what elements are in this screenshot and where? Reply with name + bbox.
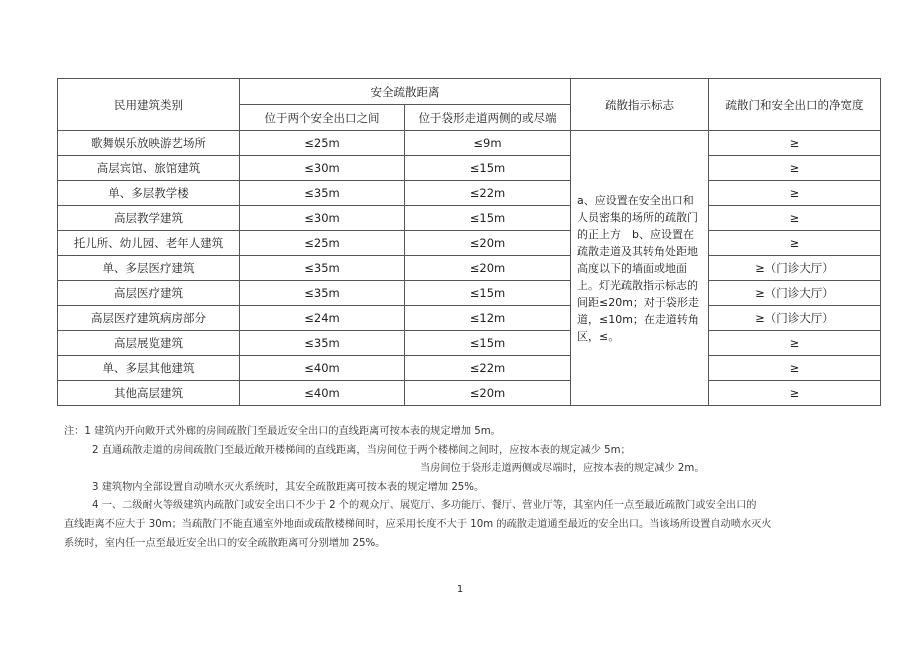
row-between: ≤35m	[240, 281, 405, 306]
row-width: ≥	[709, 206, 881, 231]
row-category: 其他高层建筑	[58, 381, 240, 406]
row-between: ≤35m	[240, 181, 405, 206]
row-width: ≥	[709, 356, 881, 381]
row-between: ≤25m	[240, 231, 405, 256]
row-category: 高层宾馆、旅馆建筑	[58, 156, 240, 181]
row-between: ≤24m	[240, 306, 405, 331]
sign-description: a、应设置在安全出口和人员密集的场所的疏散门的正上方 b、应设置在疏散走道及其转角处距地高度以下的墙面或地面上。灯光疏散指示标志的间距≤20m；对于袋形走道，≤10m；在走道转角区，≤。	[571, 131, 709, 406]
row-between: ≤35m	[240, 331, 405, 356]
row-bag: ≤20m	[405, 256, 571, 281]
row-category: 高层医疗建筑	[58, 281, 240, 306]
table-row	[58, 231, 881, 256]
row-bag: ≤15m	[405, 331, 571, 356]
row-category: 高层教学建筑	[58, 206, 240, 231]
row-category: 歌舞娱乐放映游艺场所	[58, 131, 240, 156]
note-2: 2 直通疏散走道的房间疏散门至最近敞开楼梯间的直线距离，当房间位于两个楼梯间之间时，应按本表的规定减少 5m；	[92, 444, 631, 456]
note-1: 注：1 建筑内开向敞开式外廊的房间疏散门至最近安全出口的直线距离可按本表的规定增加 5m。	[64, 426, 501, 437]
row-category: 高层医疗建筑病房部分	[58, 306, 240, 331]
row-width: ≥	[709, 331, 881, 356]
row-bag: ≤22m	[405, 356, 571, 381]
row-width: ≥	[709, 181, 881, 206]
row-bag: ≤22m	[405, 181, 571, 206]
row-width: ≥	[709, 156, 881, 181]
header-between-exits: 位于两个安全出口之间	[240, 105, 405, 131]
row-bag: ≤15m	[405, 206, 571, 231]
row-between: ≤30m	[240, 156, 405, 181]
row-between: ≤30m	[240, 206, 405, 231]
table-row	[58, 381, 881, 406]
row-category: 高层展览建筑	[58, 331, 240, 356]
row-between: ≤40m	[240, 381, 405, 406]
note-3: 3 建筑物内全部设置自动喷水灭火系统时，其安全疏散距离可按本表的规定增加 25%。	[92, 481, 485, 493]
row-category: 单、多层其他建筑	[58, 356, 240, 381]
table-row	[58, 131, 881, 156]
note-4-line-3: 系统时，室内任一点至最近安全出口的安全疏散距离可分别增加 25%。	[64, 537, 386, 549]
row-between: ≤35m	[240, 256, 405, 281]
table-row	[58, 331, 881, 356]
table-row	[58, 356, 881, 381]
header-category: 民用建筑类别	[58, 79, 240, 131]
row-width: ≥（门诊大厅）	[709, 281, 881, 306]
row-width: ≥	[709, 131, 881, 156]
table-row	[58, 181, 881, 206]
table-row	[58, 306, 881, 331]
note-4: 4 一、二级耐火等级建筑内疏散门或安全出口不少于 2 个的观众厅、展览厅、多功能厅、餐厅、营业厅等，其室内任一点至最近疏散门或安全出口的	[92, 500, 757, 512]
note-4-line-2: 直线距离不应大于 30m；当疏散门不能直通室外地面或疏散楼梯间时，应采用长度不大于 10m 的疏散走道通至最近的安全出口。当该场所设置自动喷水灭火	[64, 518, 772, 530]
row-bag: ≤15m	[405, 156, 571, 181]
row-bag: ≤15m	[405, 281, 571, 306]
row-category: 单、多层教学楼	[58, 181, 240, 206]
row-width: ≥	[709, 231, 881, 256]
row-bag: ≤12m	[405, 306, 571, 331]
page-number: 1	[456, 584, 464, 595]
table-row	[58, 156, 881, 181]
row-width: ≥（门诊大厅）	[709, 256, 881, 281]
row-category: 单、多层医疗建筑	[58, 256, 240, 281]
note-2-continued: 当房间位于袋形走道两侧或尽端时，应按本表的规定减少 2m。	[420, 463, 705, 475]
header-safe-distance: 安全疏散距离	[240, 79, 571, 105]
evacuation-table	[57, 78, 881, 406]
row-between: ≤25m	[240, 131, 405, 156]
table-notes	[64, 423, 884, 553]
row-bag: ≤9m	[405, 131, 571, 156]
row-bag: ≤20m	[405, 231, 571, 256]
header-bag-corridor: 位于袋形走道两侧的或尽端	[405, 105, 571, 131]
row-category: 托儿所、幼儿园、老年人建筑	[58, 231, 240, 256]
table-row	[58, 256, 881, 281]
header-sign: 疏散指示标志	[571, 79, 709, 131]
row-width: ≥	[709, 381, 881, 406]
row-between: ≤40m	[240, 356, 405, 381]
row-width: ≥（门诊大厅）	[709, 306, 881, 331]
table-row	[58, 281, 881, 306]
header-width: 疏散门和安全出口的净宽度	[709, 79, 881, 131]
table-row	[58, 206, 881, 231]
row-bag: ≤20m	[405, 381, 571, 406]
